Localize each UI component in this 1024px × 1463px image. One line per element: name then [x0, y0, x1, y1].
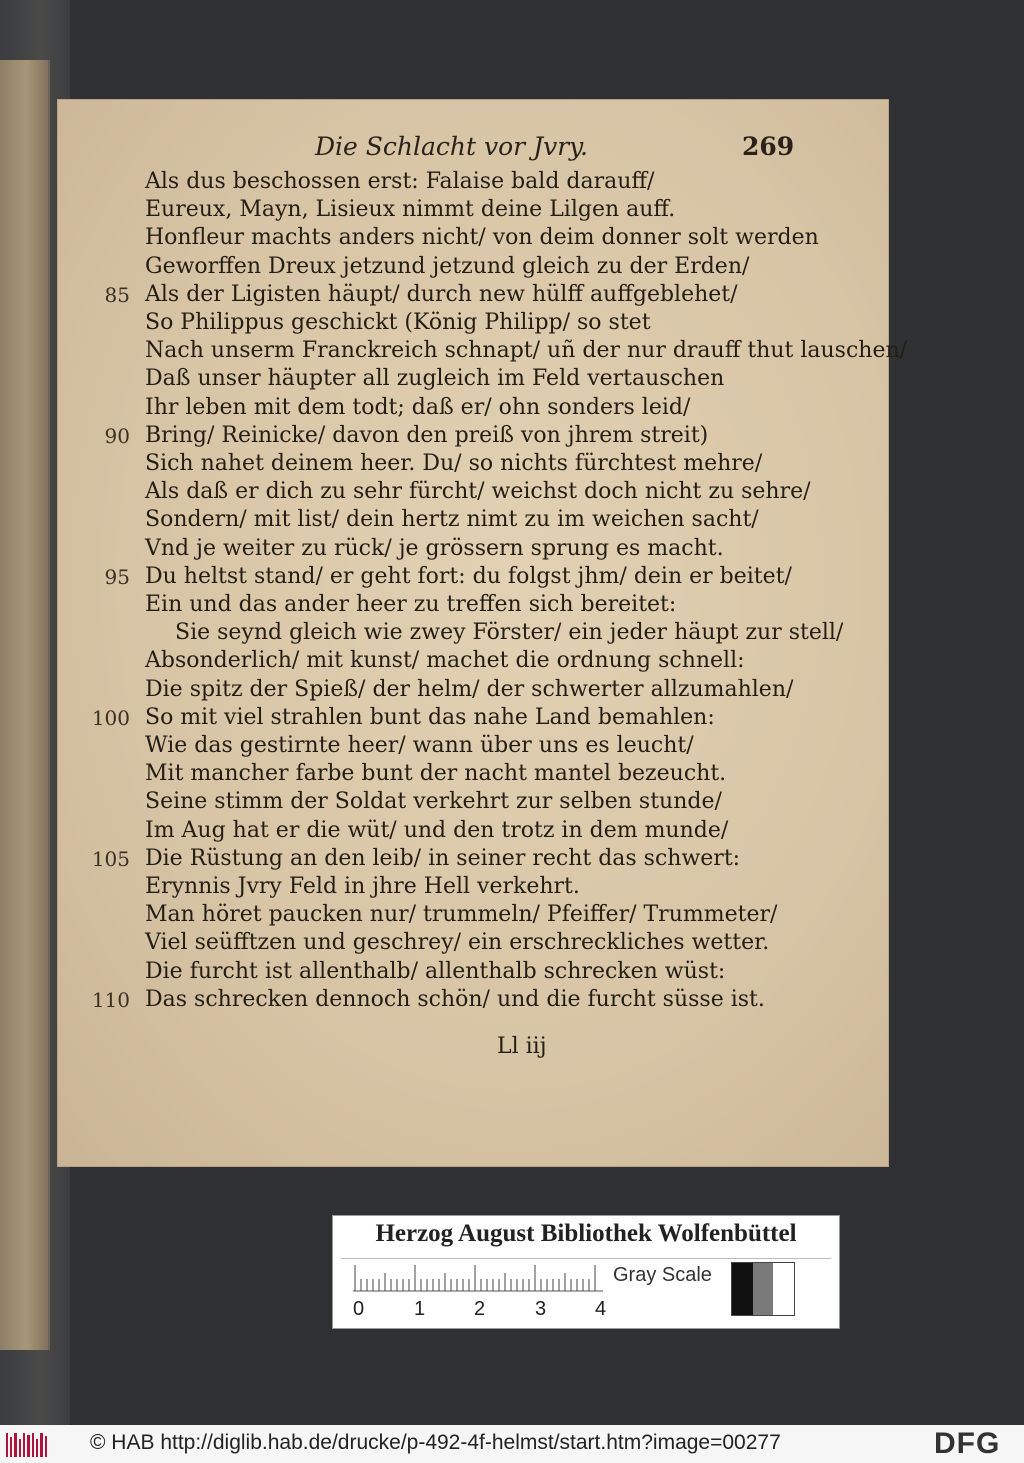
- poem-line: Im Aug hat er die wüt/ und den trotz in dem munde/: [145, 818, 729, 843]
- poem-line: Daß unser häupter all zugleich im Feld vertauschen: [145, 366, 725, 391]
- poem-line: Absonderlich/ mit kunst/ machet die ordnung schnell:: [145, 648, 745, 673]
- poem-line: Man höret paucken nur/ trummeln/ Pfeiffer/ Trummeter/: [145, 902, 778, 927]
- poem-line: So Philippus geschickt (König Philipp/ so stet: [145, 310, 651, 335]
- poem-line: Als daß er dich zu sehr fürcht/ weichst doch nicht zu sehre/: [145, 479, 811, 504]
- poem-line: Geworffen Dreux jetzund jetzund gleich zu der Erden/: [145, 254, 750, 279]
- library-name: Herzog August Bibliothek Wolfenbüttel: [375, 1220, 797, 1247]
- color-calibration-bar: [332, 1215, 840, 1329]
- poem-line: Die furcht ist allenthalb/ allenthalb schrecken wüst:: [145, 959, 726, 984]
- poem-line: Sie seynd gleich wie zwey Förster/ ein jeder häupt zur stell/: [175, 620, 844, 645]
- poem-line: Seine stimm der Soldat verkehrt zur selben stunde/: [145, 789, 722, 814]
- line-number: 95: [104, 565, 130, 589]
- poem-line: Als der Ligisten häupt/ durch new hülff auffgeblehet/: [145, 282, 738, 307]
- page-number: 269: [742, 132, 795, 161]
- poem-line: Die Rüstung an den leib/ in seiner recht das schwert:: [145, 846, 741, 871]
- colorbar-divider: [341, 1258, 831, 1259]
- poem-line: Sondern/ mit list/ dein hertz nimt zu im weichen sacht/: [145, 507, 759, 532]
- poem-line: Als dus beschossen erst: Falaise bald darauff/: [145, 169, 655, 194]
- poem-line: Bring/ Reinicke/ davon den preiß von jhrem streit): [145, 423, 709, 448]
- poem-line: Mit mancher farbe bunt der nacht mantel bezeucht.: [145, 761, 727, 786]
- ruler-number: 4: [595, 1298, 607, 1320]
- black-swatch: [732, 1263, 753, 1315]
- poem-line: Das schrecken dennoch schön/ und die furcht süsse ist.: [145, 987, 765, 1012]
- poem-line: Sich nahet deinem heer. Du/ so nichts fürchtest mehre/: [145, 451, 763, 476]
- poem-line: Nach unserm Franckreich schnapt/ uñ der nur drauff thut lauschen/: [145, 338, 908, 363]
- ruler-number: 3: [535, 1298, 547, 1320]
- poem-line: Viel seüfftzen und geschrey/ ein erschreckliches wetter.: [145, 930, 770, 955]
- ruler-number: 0: [353, 1298, 365, 1320]
- signature-mark: Ll iij: [497, 1034, 547, 1059]
- barcode-icon: [6, 1431, 48, 1459]
- line-number: 85: [104, 283, 130, 307]
- poem-line: Die spitz der Spieß/ der helm/ der schwerter allzumahlen/: [145, 677, 794, 702]
- previous-page-edge: [0, 60, 50, 1350]
- line-number: 90: [104, 424, 130, 448]
- poem-line: Honfleur machts anders nicht/ von deim donner solt werden: [145, 225, 819, 250]
- poem-line: Wie das gestirnte heer/ wann über uns es leucht/: [145, 733, 694, 758]
- dfg-logo: DFG: [934, 1427, 1001, 1460]
- gray-swatches: [731, 1262, 795, 1316]
- ruler-number: 2: [474, 1298, 486, 1320]
- poem-line: Eureux, Mayn, Lisieux nimmt deine Lilgen auff.: [145, 197, 676, 222]
- poem-line: Vnd je weiter zu rück/ je grössern sprung es macht.: [145, 536, 724, 561]
- gray-swatch: [753, 1263, 774, 1315]
- poem-line: Erynnis Jvry Feld in jhre Hell verkehrt.: [145, 874, 580, 899]
- running-head: Die Schlacht vor Jvry.: [315, 132, 588, 161]
- poem-line: Du heltst stand/ er geht fort: du folgst jhm/ dein er beitet/: [145, 564, 792, 589]
- line-number: 110: [91, 988, 130, 1012]
- source-url: © HAB http://diglib.hab.de/drucke/p-492-4f-helmst/start.htm?image=00277: [90, 1431, 781, 1454]
- poem-line: So mit viel strahlen bunt das nahe Land bemahlen:: [145, 705, 715, 730]
- poem-line: Ihr leben mit dem todt; daß er/ ohn sonders leid/: [145, 395, 691, 420]
- line-number: 105: [91, 847, 130, 871]
- line-number: 100: [91, 706, 130, 730]
- ruler-number: 1: [414, 1298, 426, 1320]
- footer-bar: [0, 1425, 1024, 1463]
- ruler-icon: [353, 1264, 603, 1292]
- poem-line: Ein und das ander heer zu treffen sich bereitet:: [145, 592, 677, 617]
- white-swatch: [773, 1263, 794, 1315]
- gray-scale-label: Gray Scale: [613, 1264, 712, 1286]
